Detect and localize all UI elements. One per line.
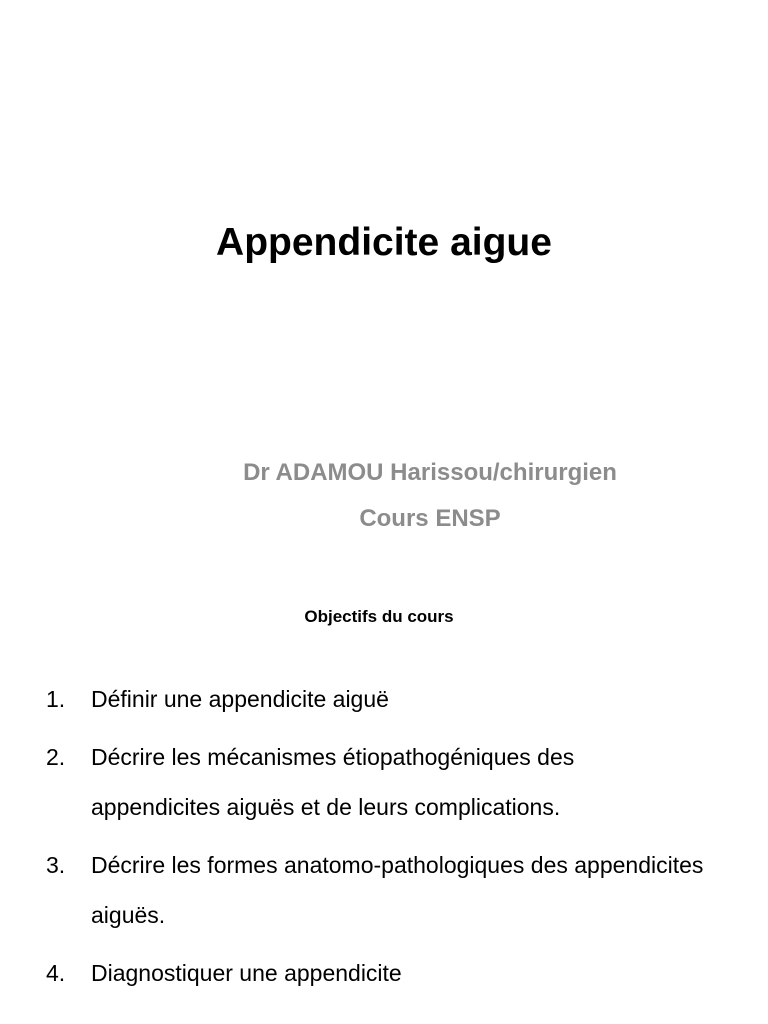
objective-number: 1.: [46, 686, 66, 712]
objective-text: Diagnostiquer une appendicite: [91, 960, 402, 986]
document-subtitle: [180, 450, 680, 542]
objective-text: Décrire les formes anatomo-pathologiques des appendicites aiguës.: [91, 852, 704, 928]
objective-item: [0, 674, 768, 724]
objective-number: 4.: [46, 960, 66, 986]
objective-text: Décrire les mécanismes étiopathogéniques des appendicites aiguës et de leurs complications.: [91, 744, 575, 820]
objectives-list: [0, 674, 768, 1006]
objective-number: 3.: [46, 852, 66, 878]
objective-number: 2.: [46, 744, 66, 770]
objective-item: [0, 948, 768, 998]
objectives-heading: Objectifs du cours: [304, 607, 454, 626]
document-title: Appendicite aigue: [216, 221, 552, 264]
course-line: Cours ENSP: [359, 505, 501, 532]
objective-item: [0, 732, 768, 832]
author-line: Dr ADAMOU Harissou/chirurgien: [243, 459, 617, 486]
objective-text: Définir une appendicite aiguë: [91, 686, 389, 712]
objective-item: [0, 840, 768, 940]
